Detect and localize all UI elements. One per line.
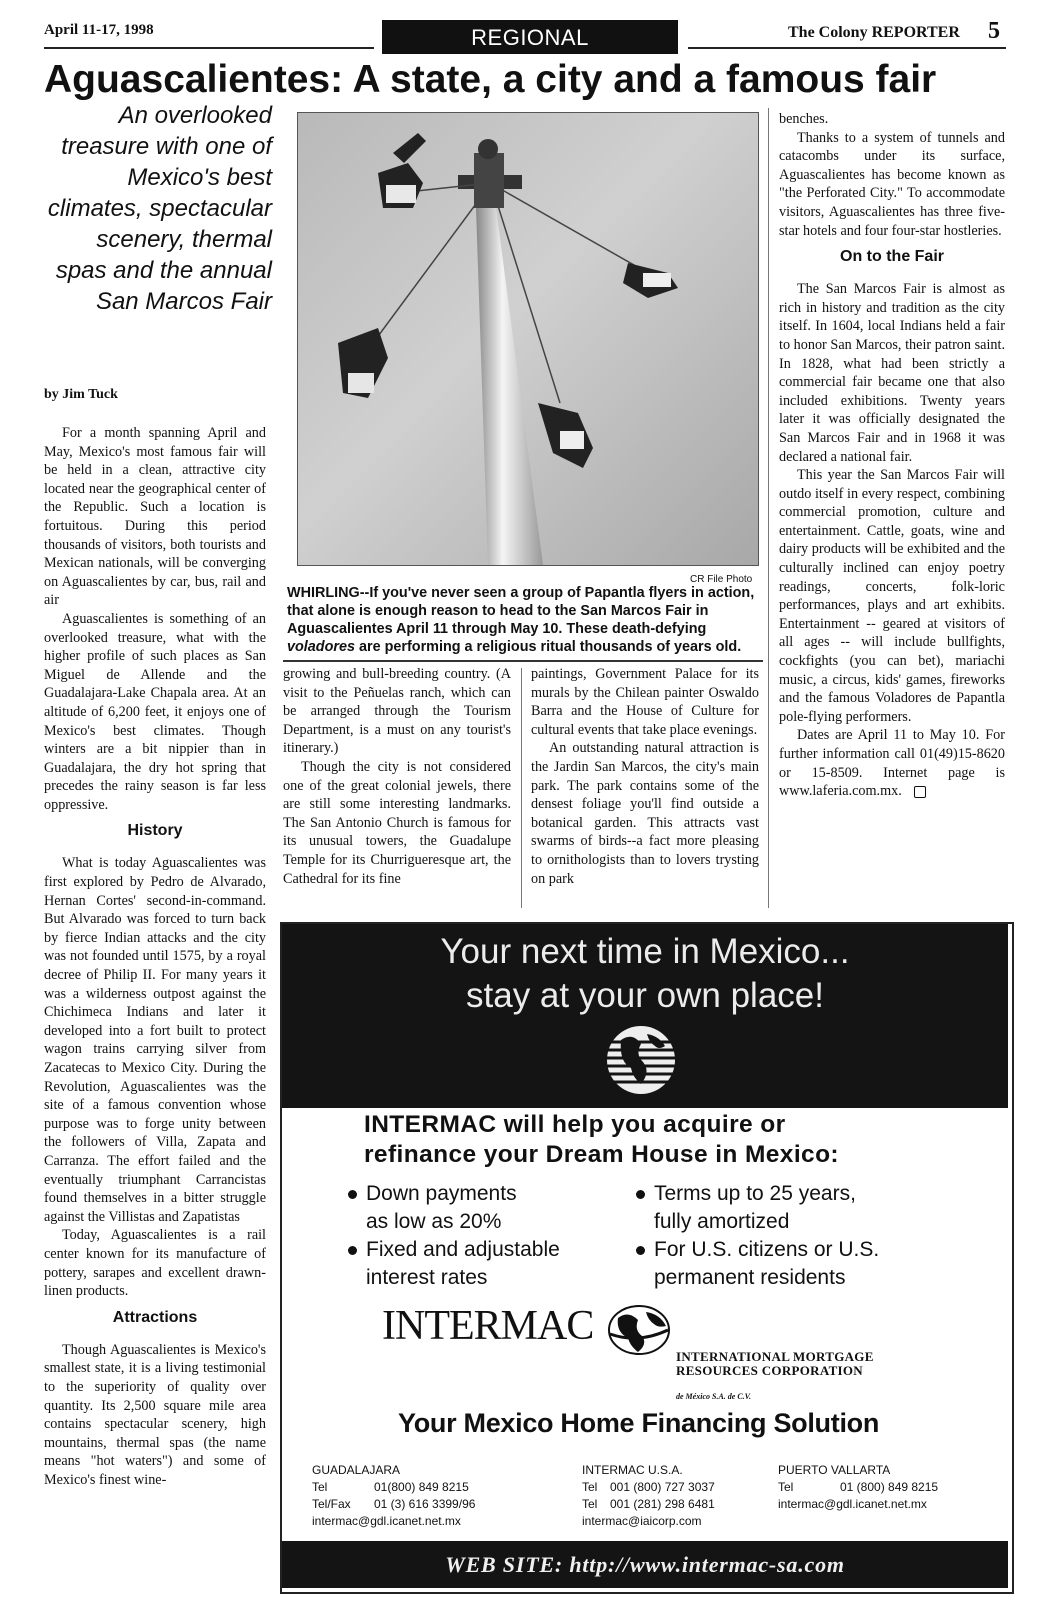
- tel-number: 01(800) 849 8215: [374, 1480, 469, 1494]
- bullet-text: Down payments: [366, 1182, 517, 1205]
- article-column-2: [283, 665, 511, 888]
- contact-email: intermac@gdl.icanet.net.mx: [312, 1514, 461, 1528]
- paragraph: paintings, Government Palace for its murals by the Chilean painter Oswaldo Barra and the House of Culture for cultural events that take place evenings.: [531, 666, 759, 738]
- contact-guadalajara: [312, 1462, 475, 1530]
- caption-text: are performing a religious ritual thousands of years old.: [354, 639, 742, 655]
- paragraph: What is today Aguascalientes was first explored by Pedro de Alvarado, Hernan Cortes' second-in-command. But Alvarado was forced to turn back by fierce Indian attacks and the city was not founded until 1575, by a royal decree of Philip II. For many years it was a wilderness outpost against the Chichimeca Indians and later it developed into a fort built to protect wagon trains carrying silver from Zacatecas to Mexico City. During the Revolution, Aguascalientes was the site of a famous convention whose purpose was to forge unity between the followers of Villa, Zapata and Carranza. The effort failed and the eventually triumphant Carrancistas found themselves in a bitter struggle against the Villistas and Zapatistas: [44, 855, 266, 1225]
- tel-label: Tel: [582, 1480, 598, 1494]
- logo-globe-icon: [606, 1304, 672, 1361]
- bullet-text: permanent residents: [654, 1266, 846, 1289]
- article-headline: Aguascalientes: A state, a city and a famous fair: [44, 58, 937, 101]
- caption-italic: voladores: [287, 639, 355, 655]
- corp-name: [676, 1350, 874, 1378]
- tel-number: 001 (800) 727 3037: [610, 1480, 715, 1494]
- article-deck: An overlooked treasure with one of Mexico's best climates, spectacular scenery, thermal spas and the annual San Marcos Fair: [47, 102, 272, 315]
- paragraph: Today, Aguascalientes is a rail center known for its manufacture of pottery, sarapes and excellent drawn-linen products.: [44, 1227, 266, 1300]
- tel-label: Tel: [778, 1480, 794, 1494]
- subhead-history: History: [127, 822, 183, 840]
- caption-text: WHIRLING--If you've never seen a group of Papantla flyers in action, that alone is enough reason to head to the San Marcos Fair in Aguascalientes April 11 through May 10. These death-defying: [287, 585, 755, 637]
- column-rule: [768, 108, 769, 908]
- ad-bullet: [348, 1180, 517, 1236]
- photo-credit: CR File Photo: [690, 574, 753, 585]
- office-name: PUERTO VALLARTA: [778, 1463, 891, 1477]
- ad-bullet: [348, 1236, 560, 1292]
- voladores-photo: [297, 112, 759, 566]
- contact-email: intermac@gdl.icanet.net.mx: [778, 1497, 927, 1511]
- bullet-icon: [636, 1190, 645, 1199]
- ad-banner-line: stay at your own place!: [466, 976, 824, 1015]
- ad-headline: [364, 1110, 984, 1170]
- ad-bullet: [636, 1236, 879, 1292]
- ad-headline-line: INTERMAC will help you acquire or: [364, 1111, 786, 1138]
- corp-name-line: RESOURCES CORPORATION: [676, 1363, 863, 1378]
- paragraph: [779, 726, 1005, 800]
- office-name: INTERMAC U.S.A.: [582, 1463, 683, 1477]
- bullet-text: Fixed and adjustable: [366, 1238, 560, 1261]
- globe-icon: [603, 1022, 679, 1103]
- contact-email: intermac@iaicorp.com: [582, 1514, 702, 1528]
- ad-tagline: Your Mexico Home Financing Solution: [398, 1408, 880, 1438]
- paragraph: growing and bull-breeding country. (A visit to the Peñuelas ranch, which can be arranged through the Tourism Department, is a must on any tourist's itinerary.): [283, 666, 511, 757]
- bullet-icon: [636, 1246, 645, 1255]
- bullet-text: as low as 20%: [366, 1210, 502, 1233]
- ad-headline-line: refinance your Dream House in Mexico:: [364, 1141, 839, 1168]
- ad-banner-text: [282, 930, 1008, 1018]
- paragraph: For a month spanning April and May, Mexico's most famous fair will be held in a clean, attractive city located near the geographical center of the Republic. Such a location is fortuitous. During this period thousands of visitors, both tourists and Mexican nationals, will be converging on Aguascalientes by car, bus, rail and air: [44, 425, 266, 609]
- bullet-text: fully amortized: [654, 1210, 790, 1233]
- office-name: GUADALAJARA: [312, 1463, 401, 1477]
- paragraph: Thanks to a system of tunnels and catacombs under its surface, Aguascalientes has become known as "the Perforated City." To accommodate visitors, Aguascalientes has three five-star hotels and four four-star hostleries.: [779, 129, 1005, 239]
- intermac-logo: INTERMAC: [382, 1303, 594, 1349]
- ad-banner-line: Your next time in Mexico...: [440, 932, 850, 971]
- paragraph-text: Dates are April 11 to May 10. For further information call 01(49)15-8620 or 15-8509. Internet page is www.laferia.com.mx.: [779, 727, 1005, 800]
- ad-website: WEB SITE: http://www.intermac-sa.com: [282, 1541, 1008, 1588]
- caption-rule: [283, 660, 763, 662]
- tel-number: 01 (800) 849 8215: [840, 1480, 939, 1494]
- page-number: 5: [988, 18, 1000, 44]
- corp-name-line: INTERNATIONAL MORTGAGE: [676, 1349, 874, 1364]
- contact-puerto-vallarta: [778, 1462, 938, 1513]
- column-rule: [521, 668, 522, 908]
- article-column-1: [44, 424, 266, 1489]
- bullet-icon: [348, 1190, 357, 1199]
- bullet-text: Terms up to 25 years,: [654, 1182, 856, 1205]
- paper-name: The Colony REPORTER: [788, 24, 960, 41]
- bullet-icon: [348, 1246, 357, 1255]
- bullet-text: For U.S. citizens or U.S.: [654, 1238, 880, 1261]
- voladores-illustration: [298, 113, 758, 565]
- ad-bullet: [636, 1180, 856, 1236]
- fax-label: Tel/Fax: [312, 1497, 351, 1511]
- paragraph: Though the city is not considered one of the great colonial jewels, there are still some interesting landmarks. The San Antonio Church is famous for its unusual towers, the Guadalupe Temple for its Churrigueresque art, the Cathedral for its fine: [283, 758, 511, 887]
- article-column-3: [531, 665, 759, 888]
- paragraph: The San Marcos Fair is almost as rich in history and tradition as the city itself. In 1604, local Indians held a fair to honor San Marcos, their patron saint. In 1828, what had been strictly a commercial fair became one that also included exhibitions. Twenty years later it was officially designated the San Marcos Fair and in 1968 it was declared a national fair.: [779, 281, 1005, 465]
- photo-caption: [287, 584, 759, 656]
- issue-date: April 11-17, 1998: [44, 22, 154, 38]
- bullet-text: interest rates: [366, 1266, 488, 1289]
- paragraph: Though Aguascalientes is Mexico's smallest state, it is a living testimonial to the superiority of quality over quantity. Its 2,500 square mile area contains spectacular scenery, high mountains, thermal spas (the name means "hot waters") and some of Mexico's finest wine-: [44, 1341, 266, 1488]
- paragraph: This year the San Marcos Fair will outdo itself in every respect, combining commercial promotion, culture and entertainment. Cattle, goats, wine and dairy products will be exhibited and the culturally inclined can enjoy poetry readings, concerts, folk-loric performances, plays and art exhibits. Entertainment -- geared at visitors of all ages -- will include bullfights, cockfights (you can bet), mariachi music, a circus, kids' games, fireworks and the famous Voladores de Papantla pole-flying performers.: [779, 467, 1005, 725]
- corp-suffix: de México S.A. de C.V.: [676, 1392, 751, 1401]
- tel-label: Tel: [582, 1497, 598, 1511]
- byline: by Jim Tuck: [44, 387, 118, 402]
- tel-label: Tel: [312, 1480, 328, 1494]
- paragraph: benches.: [779, 111, 829, 127]
- paragraph: An outstanding natural attraction is the Jardin San Marcos, the city's main park. The park contains some of the densest foliage you'll find outside a botanical garden. This attracts vast swarms of birds--a fact more pleasing to ornithologists than to lovers trysting on park: [531, 740, 759, 887]
- tel-number: 001 (281) 298 6481: [610, 1497, 715, 1511]
- header-rule: [688, 47, 1006, 49]
- contact-usa: [582, 1462, 715, 1530]
- article-column-4: [779, 110, 1005, 801]
- end-of-story-icon: [914, 786, 926, 798]
- header-rule: [44, 47, 374, 49]
- subhead-fair: On to the Fair: [840, 248, 944, 266]
- section-label: REGIONAL: [382, 20, 678, 54]
- subhead-attractions: Attractions: [112, 1308, 198, 1326]
- fax-number: 01 (3) 616 3399/96: [374, 1497, 476, 1511]
- paragraph: Aguascalientes is something of an overlooked treasure, what with the higher profile of such places as San Miguel de Allende and the Guadalajara-Lake Chapala area. At an altitude of 6,200 feet, it enjoys one of Mexico's best climates. Though winters are a bit nippier than in Guadalajara, the dry hot spring that precedes the rainy season is far less oppressive.: [44, 610, 266, 813]
